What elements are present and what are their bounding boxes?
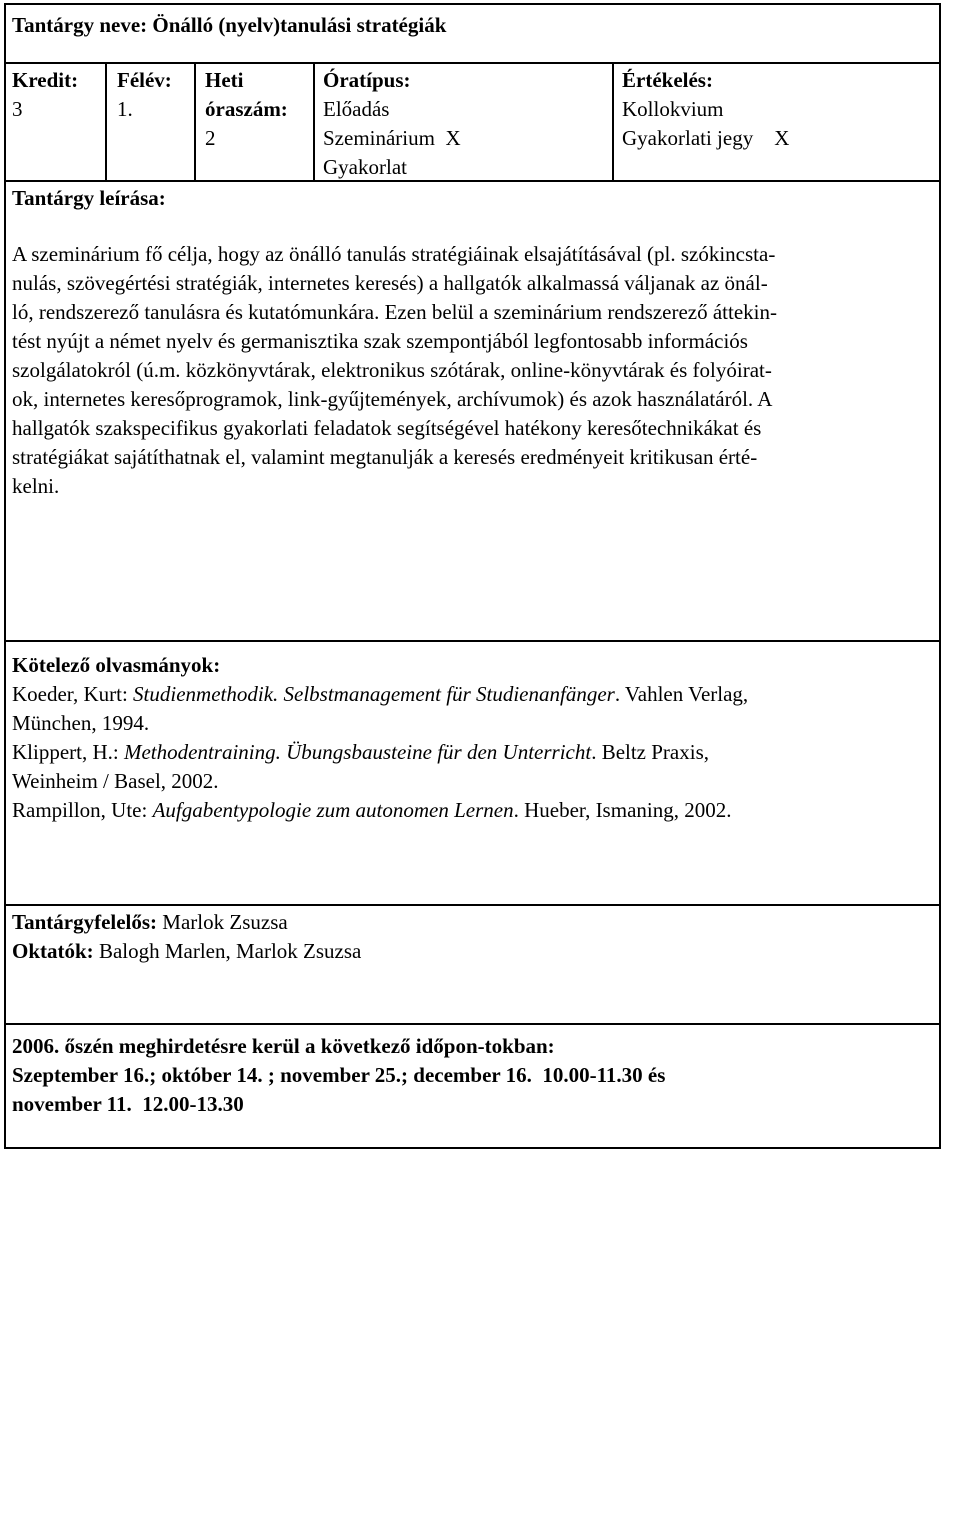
reading-publisher: . Beltz Praxis, [591, 740, 710, 764]
reading-publisher: . Hueber, Ismaning, 2002. [513, 798, 732, 822]
hours-label-2: óraszám: [205, 97, 288, 121]
responsible-label: Tantárgyfelelős: [12, 910, 158, 934]
hours-label: Heti [205, 68, 244, 92]
responsible-value: Marlok Zsuzsa [157, 910, 288, 934]
description-text [12, 240, 930, 501]
subject-table-frame [4, 3, 941, 1149]
credit-value: 3 [12, 97, 23, 121]
column-divider [194, 62, 196, 180]
row-divider [4, 62, 941, 64]
description-line: nulás, szövegértési stratégiák, internetes keresés) a hallgatók alkalmassá váljanak az önál- [12, 271, 768, 295]
reading-author: Koeder, Kurt: [12, 682, 134, 706]
subject-name: Tantárgy neve: Önálló (nyelv)tanulási stratégiák [12, 13, 447, 37]
description-label: Tantárgy leírása: [12, 186, 166, 210]
assessment-option: Kollokvium [622, 97, 724, 121]
description-line: hallgatók szakspecifikus gyakorlati feladatok segítségével hatékony keresőtechnikákat és [12, 416, 762, 440]
readings-label: Kötelező olvasmányok: [12, 653, 221, 677]
class-type-option: Előadás [323, 97, 390, 121]
schedule-dates: november 11. 12.00-13.30 [12, 1092, 244, 1116]
reading-item [12, 796, 731, 825]
row-divider [4, 640, 941, 642]
reading-title: Studienmethodik. Selbstmanagement für Studienanfänger [133, 682, 615, 706]
class-type-option: Gyakorlat [323, 155, 407, 179]
reading-publisher: . Vahlen Verlag, [614, 682, 749, 706]
description-line: ló, rendszerező tanulásra és kutatómunkára. Ezen belül a szeminárium rendszerező áttekin- [12, 300, 777, 324]
class-type-option: Szeminárium X [323, 126, 461, 150]
reading-title: Methodentraining. Übungsbausteine für den Unterricht [123, 740, 592, 764]
description-line: kelni. [12, 474, 60, 498]
instructors-row [12, 937, 361, 966]
description-line: A szeminárium fő célja, hogy az önálló tanulás stratégiáinak elsajátításával (pl. szókincsta- [12, 242, 776, 266]
column-divider [105, 62, 107, 180]
reading-item [12, 680, 748, 709]
row-divider [4, 1023, 941, 1025]
hours-value: 2 [205, 126, 216, 150]
row-divider [4, 180, 941, 182]
schedule-heading: 2006. őszén meghirdetésre kerül a következő időpon-tokban: [12, 1034, 555, 1058]
description-line: szolgálatokról (ú.m. közkönyvtárak, elektronikus szótárak, online-könyvtárak és folyóirat- [12, 358, 772, 382]
description-line: ok, internetes keresőprogramok, link-gyűjtemények, archívumok) és azok használatáról. A [12, 387, 773, 411]
schedule-dates: Szeptember 16.; október 14. ; november 25.; december 16. 10.00-11.30 és [12, 1063, 666, 1087]
description-line: tést nyújt a német nyelv és germanisztika szak szempontjából legfontosabb információs [12, 329, 748, 353]
reading-item-continued: München, 1994. [12, 711, 150, 735]
row-divider [4, 904, 941, 906]
class-type-label: Óratípus: [323, 68, 411, 92]
semester-value: 1. [117, 97, 133, 121]
reading-item [12, 738, 709, 767]
reading-item-continued: Weinheim / Basel, 2002. [12, 769, 219, 793]
column-divider [612, 62, 614, 180]
assessment-label: Értékelés: [622, 68, 713, 92]
assessment-option: Gyakorlati jegy X [622, 126, 790, 150]
instructors-label: Oktatók: [12, 939, 94, 963]
credit-label: Kredit: [12, 68, 79, 92]
description-line: stratégiákat sajátíthatnak el, valamint megtanulják a keresés eredményeit kritikusan érté- [12, 445, 758, 469]
semester-label: Félév: [117, 68, 172, 92]
responsible-row [12, 908, 288, 937]
column-divider [313, 62, 315, 180]
reading-title: Aufgabentypologie zum autonomen Lernen [152, 798, 514, 822]
reading-author: Rampillon, Ute: [12, 798, 153, 822]
instructors-value: Balogh Marlen, Marlok Zsuzsa [93, 939, 362, 963]
reading-author: Klippert, H.: [12, 740, 124, 764]
